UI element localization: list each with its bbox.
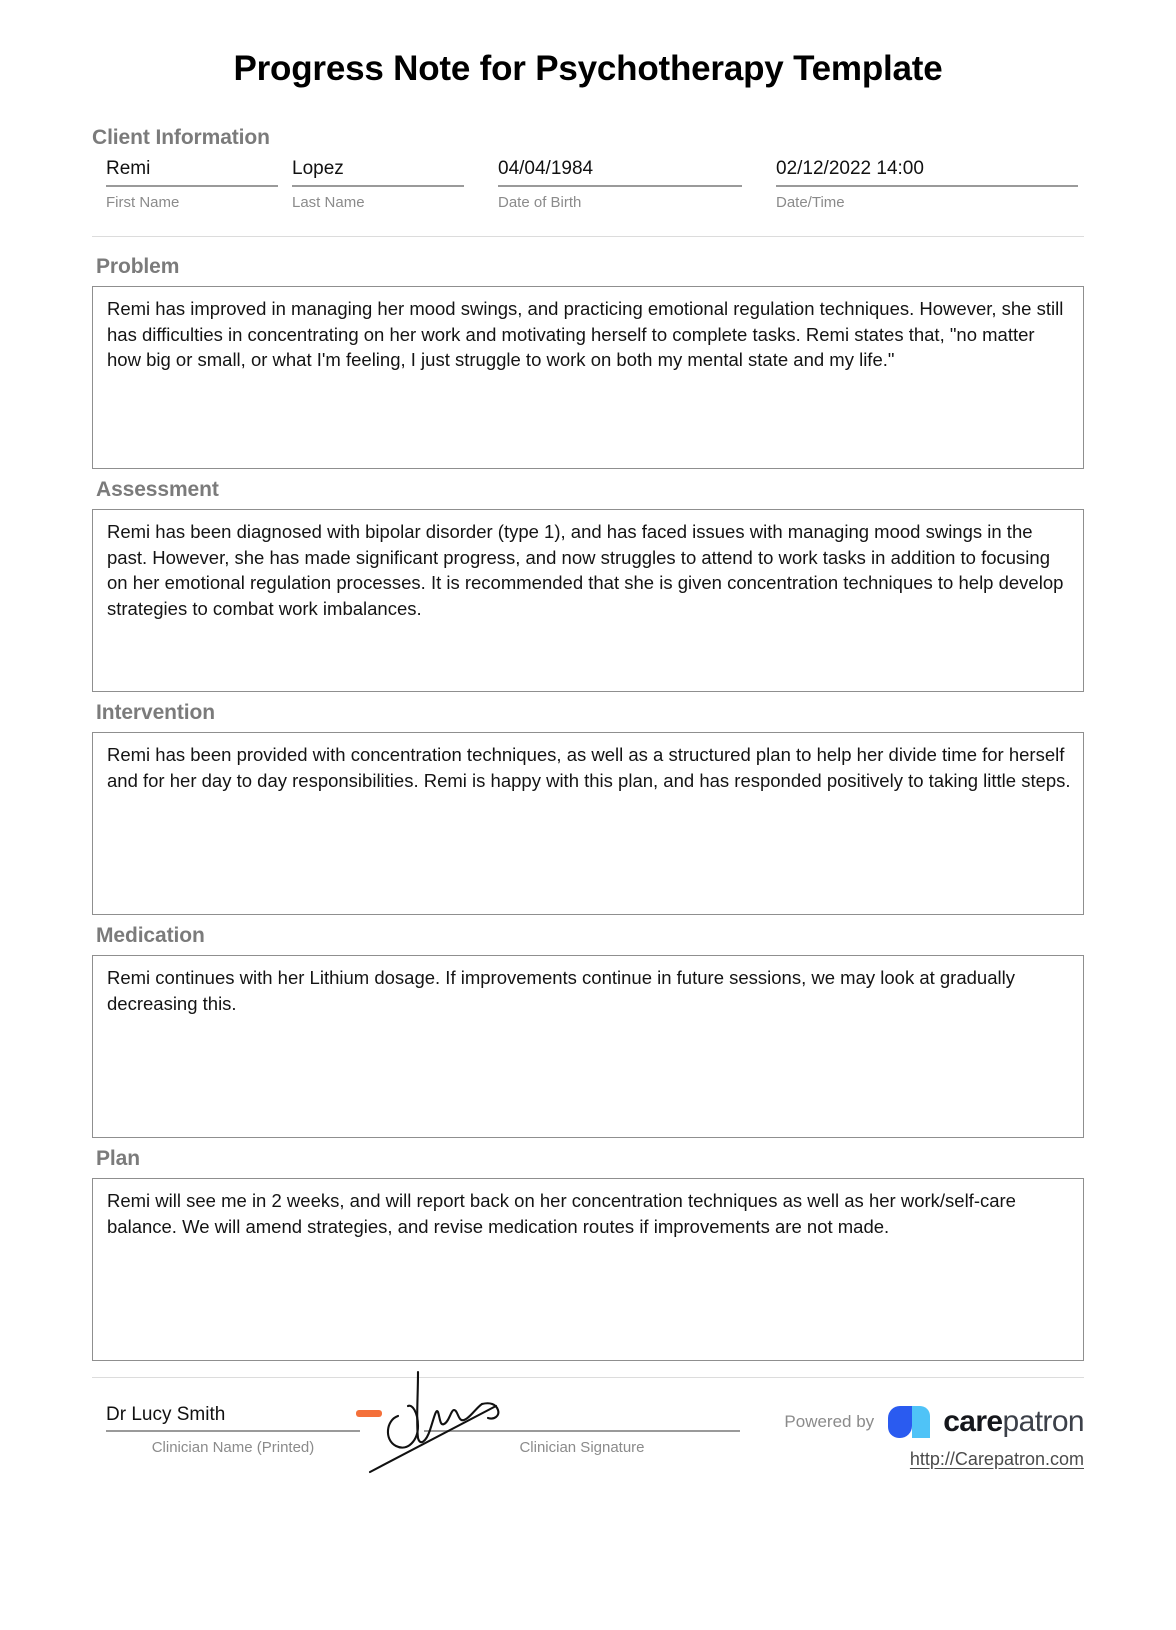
plan-text: Remi will see me in 2 weeks, and will report back on her concentration techniques as well as her work/self-care balance. We will amend strategies, and revise medication routes if improvements are not made. xyxy=(107,1190,1016,1237)
intervention-text: Remi has been provided with concentration techniques, as well as a structured plan to help her divide time for herself and for her day to day responsibilities. Remi is happy with this plan, and has responded positively to taking little steps. xyxy=(107,744,1071,791)
assessment-text: Remi has been diagnosed with bipolar disorder (type 1), and has faced issues with managing mood swings in the past. However, she has made significant progress, and now struggles to attend to work tasks in addition to focusing on her emotional regulation processes. It is recommended that she is given concentration techniques to help develop strategies to combat work imbalances. xyxy=(107,521,1064,619)
carepatron-url[interactable]: http://Carepatron.com xyxy=(909,1449,1084,1469)
carepatron-logo[interactable] xyxy=(888,1404,1084,1440)
assessment-heading: Assessment xyxy=(96,478,219,501)
field-underline xyxy=(776,185,1078,187)
field-underline xyxy=(424,1430,740,1432)
field-date-of-birth[interactable] xyxy=(484,156,742,212)
date-time-value: 02/12/2022 14:00 xyxy=(776,158,924,179)
section-medication xyxy=(92,924,1084,1138)
assessment-textarea[interactable] xyxy=(92,509,1084,692)
clinician-name-label: Clinician Name (Printed) xyxy=(151,1439,315,1456)
page-title: Progress Note for Psychotherapy Template xyxy=(233,49,943,88)
clinician-signature-label: Clinician Signature xyxy=(519,1439,645,1456)
field-underline xyxy=(498,185,742,187)
field-clinician-signature[interactable] xyxy=(410,1400,740,1457)
section-intervention xyxy=(92,701,1084,915)
clinician-signature-value xyxy=(424,1400,740,1430)
clinician-name-value: Dr Lucy Smith xyxy=(106,1404,226,1425)
intervention-heading: Intervention xyxy=(96,701,215,724)
medication-text: Remi continues with her Lithium dosage. If improvements continue in future sessions, we may look at gradually decreasing this. xyxy=(107,967,1015,1014)
carepatron-branding xyxy=(784,1400,1084,1470)
medication-textarea[interactable] xyxy=(92,955,1084,1138)
footer xyxy=(92,1400,1084,1470)
medication-heading: Medication xyxy=(96,924,205,947)
brand-row xyxy=(784,1404,1084,1440)
field-clinician-name[interactable] xyxy=(92,1400,360,1457)
date-of-birth-label: Date of Birth xyxy=(498,194,582,211)
section-plan xyxy=(92,1147,1084,1361)
problem-textarea[interactable] xyxy=(92,286,1084,469)
client-information-fields xyxy=(92,156,1084,212)
first-name-value: Remi xyxy=(106,158,151,179)
field-last-name[interactable] xyxy=(278,156,464,212)
carepatron-wordmark xyxy=(943,1405,1084,1439)
intervention-textarea[interactable] xyxy=(92,732,1084,915)
plan-textarea[interactable] xyxy=(92,1178,1084,1361)
field-underline xyxy=(106,185,278,187)
powered-by-label: Powered by xyxy=(784,1412,875,1431)
field-underline xyxy=(292,185,464,187)
client-information-section xyxy=(92,126,1084,212)
field-first-name[interactable] xyxy=(92,156,278,212)
date-of-birth-value: 04/04/1984 xyxy=(498,158,594,179)
header-divider xyxy=(92,236,1084,237)
problem-text: Remi has improved in managing her mood swings, and practicing emotional regulation techniques. However, she still has difficulties in concentrating on her work and motivating herself to complete tasks. Remi states that, "no matter how big or small, or what I'm feeling, I just struggle to work on both my mental state and my life." xyxy=(107,298,1064,370)
field-date-time[interactable] xyxy=(762,156,1078,212)
carepatron-mark-icon xyxy=(888,1404,934,1440)
date-time-label: Date/Time xyxy=(776,194,845,211)
plan-heading: Plan xyxy=(96,1147,140,1170)
section-assessment xyxy=(92,478,1084,692)
last-name-value: Lopez xyxy=(292,158,344,179)
field-underline xyxy=(106,1430,360,1432)
client-information-heading: Client Information xyxy=(92,126,270,149)
brand-name-bold: care xyxy=(943,1405,1003,1438)
footer-divider xyxy=(92,1377,1084,1378)
section-problem xyxy=(92,255,1084,469)
brand-name-light: patron xyxy=(1002,1405,1084,1438)
problem-heading: Problem xyxy=(96,255,180,278)
first-name-label: First Name xyxy=(106,194,180,211)
last-name-label: Last Name xyxy=(292,194,365,211)
